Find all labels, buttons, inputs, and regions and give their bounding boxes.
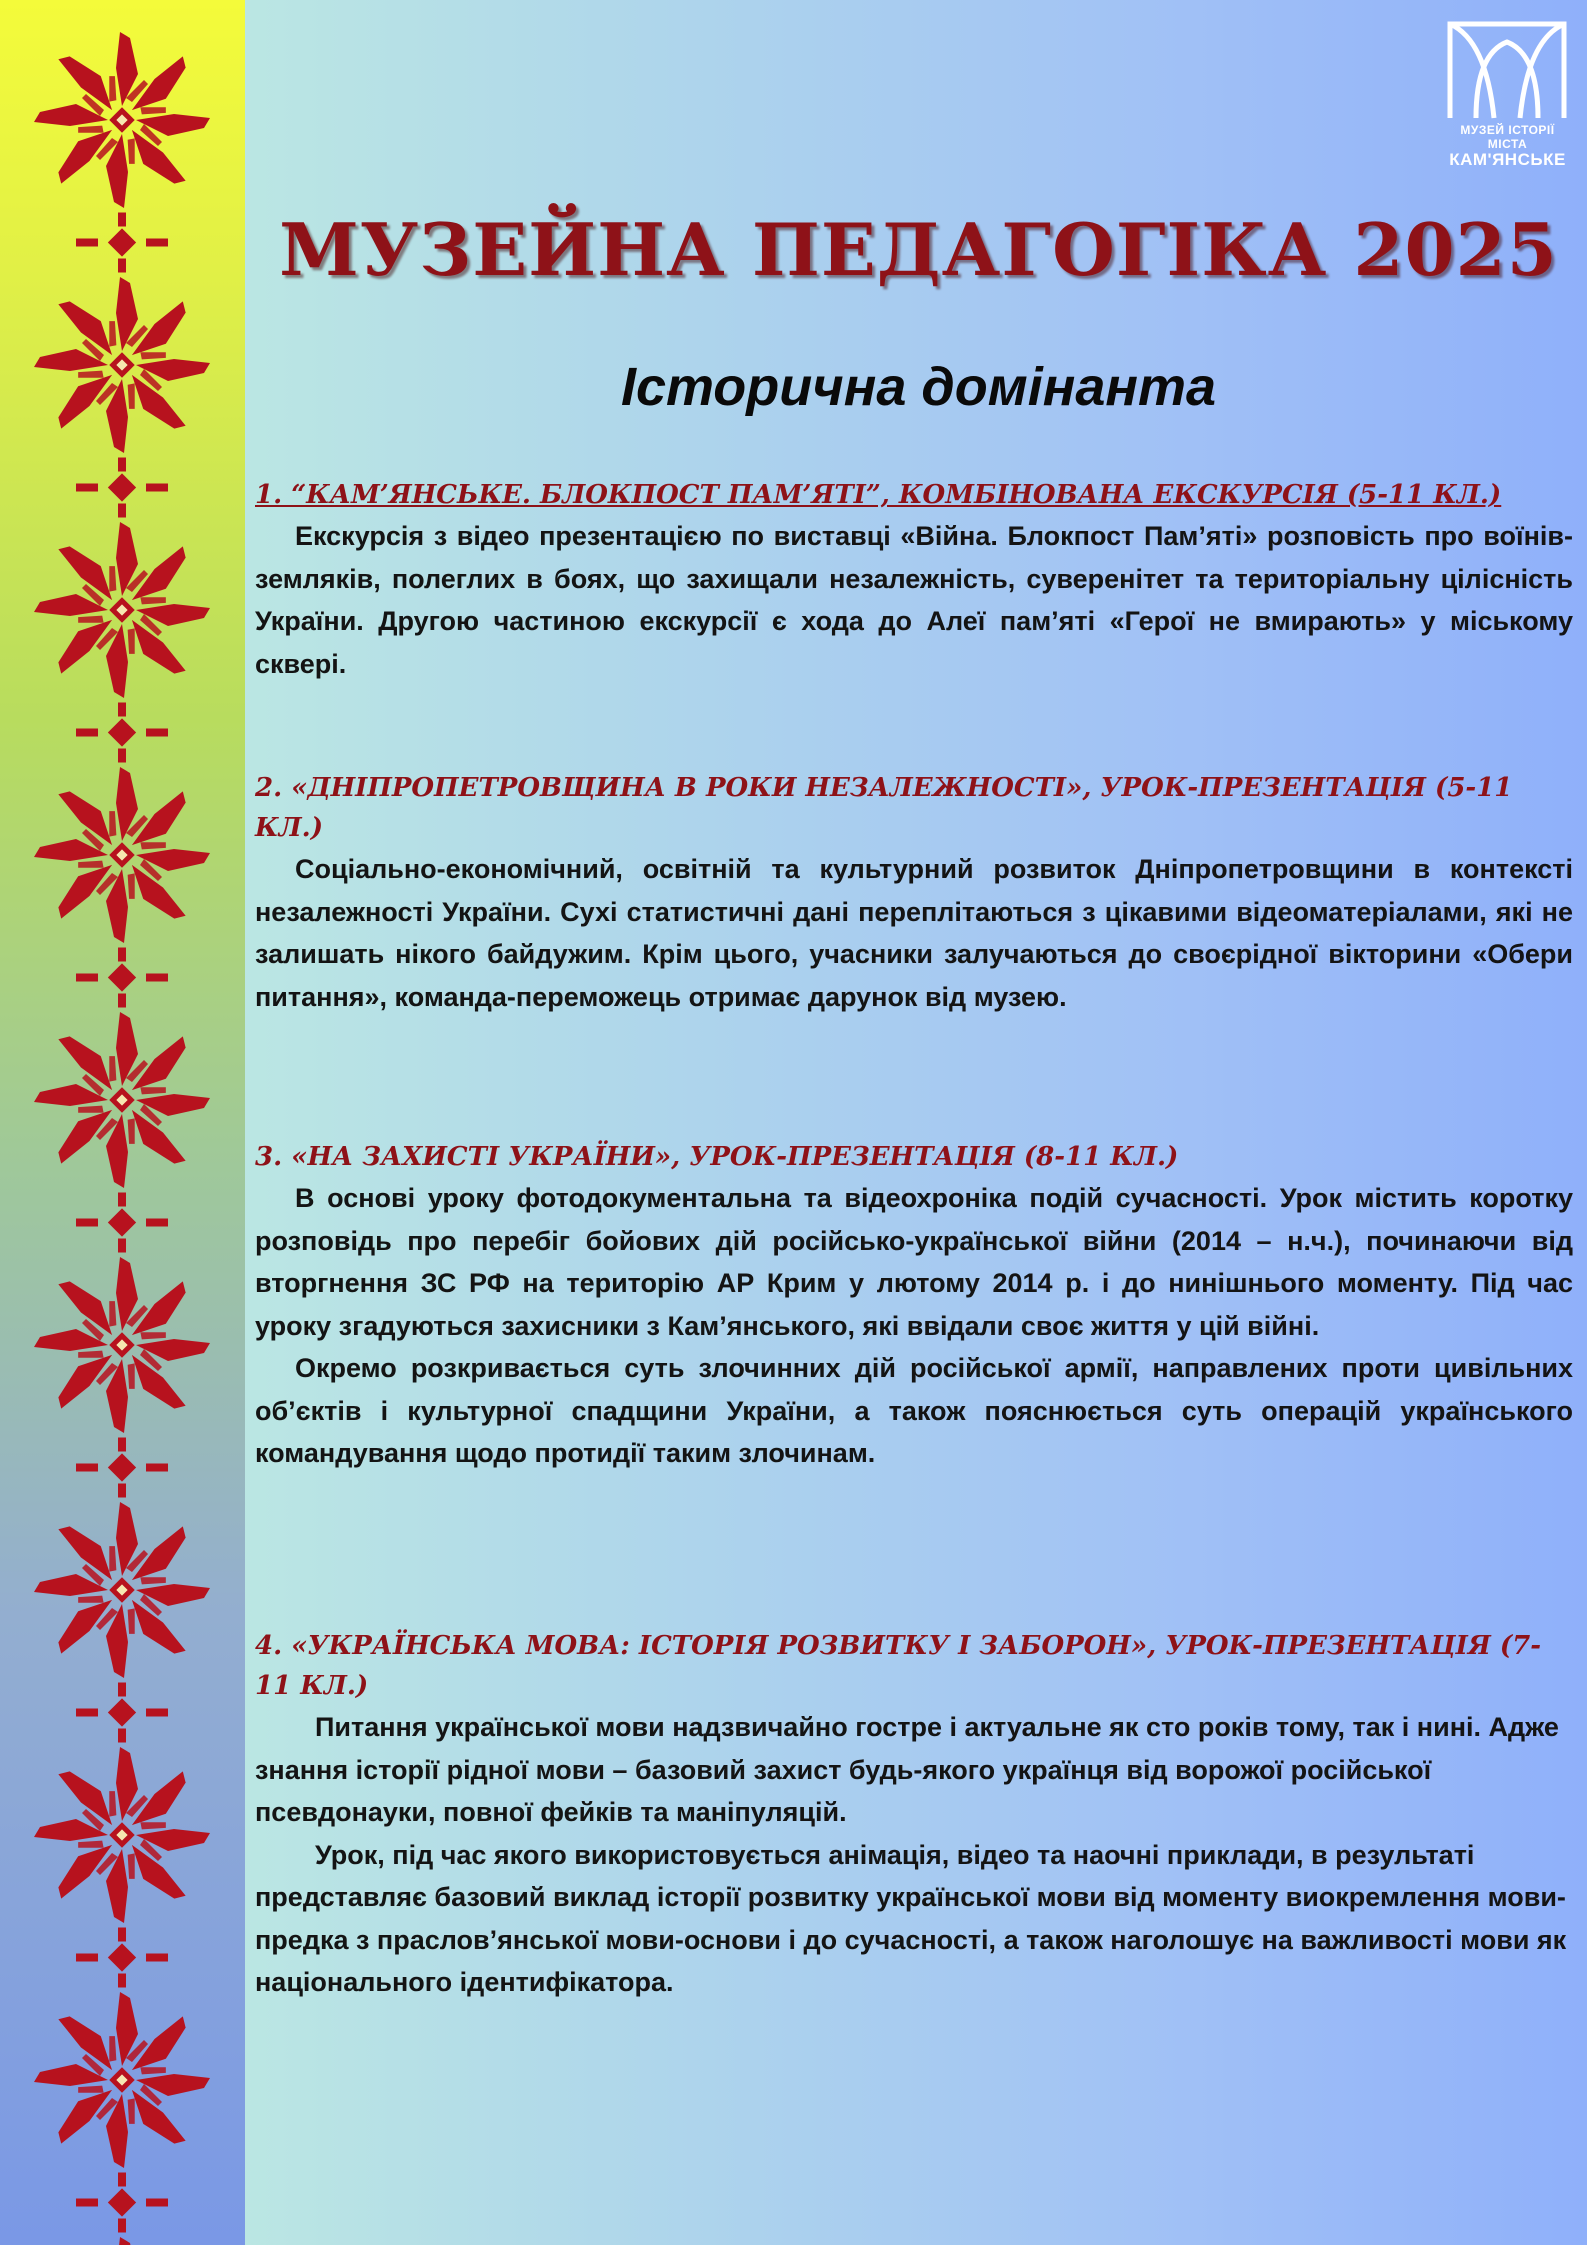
section-paragraph: Питання української мови надзвичайно гостре і актуальне як сто років тому, так і нині. Адже знання історії рідної мови – базовий захист будь-якого українця від ворожої російської псевдонауки, повної фейків та маніпуляцій. [255, 1712, 1559, 1827]
section-2 [255, 768, 1573, 1018]
embroidery-pattern [0, 0, 245, 2245]
page-title: МУЗЕЙНА ПЕДАГОГІКА 2025 [279, 207, 1558, 292]
section-title: 4. «УКРАЇНСЬКА МОВА: ІСТОРІЯ РОЗВИТКУ І ЗАБОРОН», УРОК-ПРЕЗЕНТАЦІЯ (7-11 КЛ.) [255, 1631, 1541, 1701]
embroidery-ornament-strip [0, 0, 245, 2245]
section-title: 2. «ДНІПРОПЕТРОВЩИНА В РОКИ НЕЗАЛЕЖНОСТІ», УРОК-ПРЕЗЕНТАЦІЯ (5-11 КЛ.) [255, 773, 1513, 843]
section-3 [255, 1137, 1573, 1475]
museum-arch-logo-icon [1446, 20, 1568, 120]
section-title: 1. “КАМ’ЯНСЬКЕ. БЛОКПОСТ ПАМ’ЯТІ”, КОМБІНОВАНА ЕКСКУРСІЯ (5-11 КЛ.) [255, 480, 1502, 510]
section-paragraph: В основі уроку фотодокументальна та відеохроніка подій сучасності. Урок містить коротку розповідь про перебіг бойових дій російсько-української війни (2014 – н.ч.), починаючи від вторгнення ЗС РФ на територію АР Крим у лютому 2014 р. і до нинішнього моменту. Під час уроку згадуються захисники з Кам’янського, які ввідали своє життя у цій війні. [255, 1183, 1573, 1341]
section-paragraph: Окремо розкривається суть злочинних дій російської армії, направлених проти цивільних об’єктів і культурної спадщини України, а також пояснюється суть операцій українського командування щодо протидії таким злочинам. [255, 1353, 1573, 1468]
section-title: 3. «НА ЗАХИСТІ УКРАЇНИ», УРОК-ПРЕЗЕНТАЦІЯ (8-11 КЛ.) [255, 1142, 1179, 1172]
section-paragraph: Екскурсія з відео презентацією по виставці «Війна. Блокпост Пам’яті» розповість про воїнів-земляків, полеглих в боях, що захищали незалежність, суверенітет та територіальну цілісність України. Другою частиною екскурсії є хода до Алеї пам’яті «Герої не вмирають» у міському сквері. [255, 521, 1573, 679]
section-4 [255, 1626, 1573, 2004]
logo-caption-city: КАМ'ЯНСЬКЕ [1449, 150, 1566, 169]
logo-caption-top: МУЗЕЙ ІСТОРІЇ МІСТА [1460, 123, 1555, 151]
section-1 [255, 475, 1573, 685]
page-subtitle: Історична домінанта [620, 357, 1217, 417]
section-paragraph: Урок, під час якого використовується анімація, відео та наочні приклади, в результаті представляє базовий виклад історії розвитку української мови від моменту виокремлення мови-предка з праслов’янської мови-основи і до сучасності, а також наголошує на важливості мови як національного ідентифікатора. [255, 1839, 1567, 1997]
museum-logo [1440, 20, 1575, 169]
section-paragraph: Соціально-економічний, освітній та культурний розвиток Дніпропетровщини в контексті незалежності України. Сухі статистичні дані переплітаються з цікавими відеоматеріалами, які не залишать нікого байдужим. Крім цього, учасники залучаються до своєрідної вікторини «Обери питання», команда-переможець отримає дарунок від музею. [255, 854, 1573, 1012]
